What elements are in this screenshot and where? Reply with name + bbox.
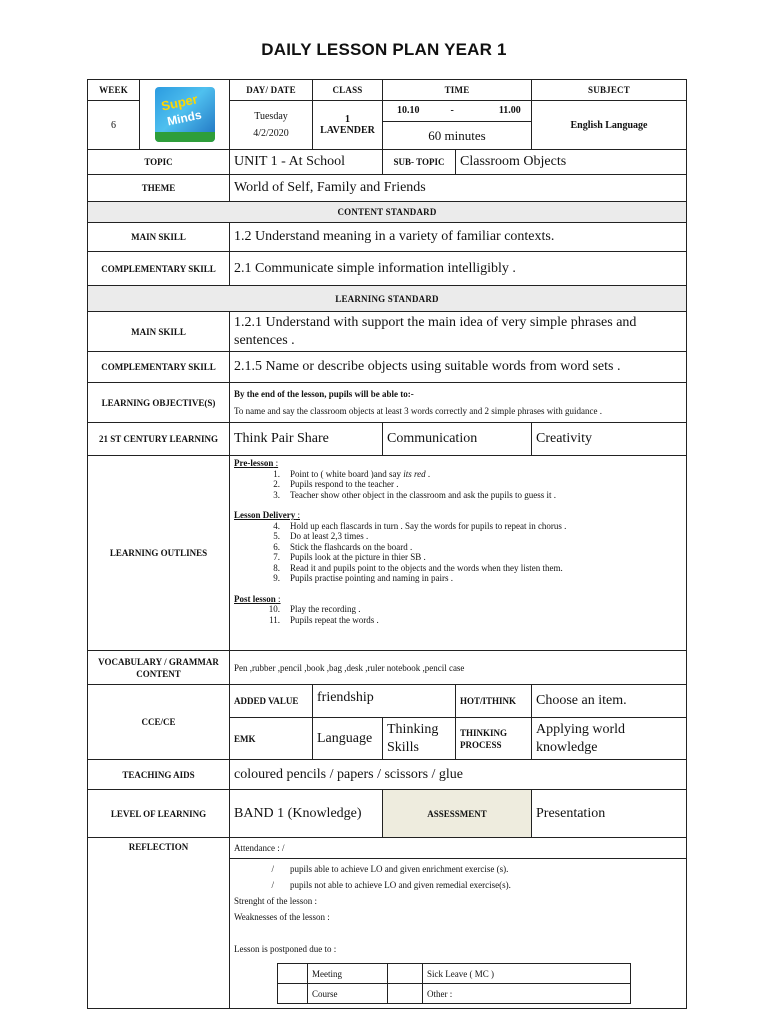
level-label: LEVEL OF LEARNING bbox=[88, 790, 230, 838]
cce-label: CCE/CE bbox=[88, 685, 230, 760]
outlines-label: LEARNING OUTLINES bbox=[88, 456, 230, 651]
meeting-checkbox[interactable] bbox=[278, 964, 308, 984]
reflection-line-enrichment: / pupils able to achieve LO and given enrichment exercise (s). bbox=[271, 864, 509, 874]
thinking-process-value: Applying world knowledge bbox=[532, 718, 687, 760]
added-value: friendship bbox=[313, 685, 456, 718]
assessment-label: ASSESSMENT bbox=[383, 790, 532, 838]
subject-label: SUBJECT bbox=[532, 80, 687, 101]
subject-value: English Language bbox=[532, 101, 687, 150]
ls-complementary-skill: 2.1.5 Name or describe objects using suitable words from word sets . bbox=[230, 352, 687, 383]
content-main-skill: 1.2 Understand meaning in a variety of familiar contexts. bbox=[230, 223, 687, 252]
sub-topic-label: SUB- TOPIC bbox=[383, 150, 456, 175]
outline-step: 3. Teacher show other object in the classroom and ask the pupils to guess it . bbox=[273, 489, 557, 500]
post-lesson-heading: Post lesson : bbox=[234, 593, 281, 604]
teaching-aids-value: coloured pencils / papers / scissors / glue bbox=[230, 760, 687, 790]
lesson-plan-table bbox=[87, 79, 687, 1009]
outline-step: 10. Play the recording . bbox=[268, 604, 361, 614]
vocab-value: Pen ,rubber ,pencil ,book ,bag ,desk ,ruler notebook ,pencil case bbox=[230, 651, 687, 685]
time-separator: - bbox=[450, 105, 454, 116]
hot-ithink-label: HOT/ITHINK bbox=[456, 685, 532, 718]
lesson-delivery-heading: Lesson Delivery : bbox=[234, 510, 301, 520]
reflection-content bbox=[230, 859, 687, 1009]
theme-label: THEME bbox=[88, 175, 230, 202]
meeting-label: Meeting bbox=[308, 964, 388, 984]
emk-label: EMK bbox=[230, 718, 313, 760]
reflection-strength: Strenght of the lesson : bbox=[234, 896, 317, 906]
teaching-aids-label: TEACHING AIDS bbox=[88, 760, 230, 790]
century-item-creativity: Creativity bbox=[532, 423, 687, 456]
page-title: DAILY LESSON PLAN YEAR 1 bbox=[261, 40, 507, 59]
assessment-value: Presentation bbox=[532, 790, 687, 838]
textbook-logo bbox=[140, 80, 230, 150]
objectives-value bbox=[230, 383, 687, 423]
hot-ithink-value: Choose an item. bbox=[532, 685, 687, 718]
time-value bbox=[383, 101, 532, 150]
date-value: 4/2/2020 bbox=[253, 128, 289, 139]
added-value-label: ADDED VALUE bbox=[230, 685, 313, 718]
theme-value: World of Self, Family and Friends bbox=[230, 175, 687, 202]
century-label: 21 ST CENTURY LEARNING bbox=[88, 423, 230, 456]
day-date-value bbox=[230, 101, 313, 150]
learning-standard-heading: LEARNING STANDARD bbox=[88, 286, 687, 312]
content-complementary-skill: 2.1 Communicate simple information intelligibly . bbox=[230, 252, 687, 286]
outline-step: 1. Point to ( white board )and say its red . bbox=[273, 468, 431, 479]
century-item-think-pair-share: Think Pair Share bbox=[230, 423, 383, 456]
other-checkbox[interactable] bbox=[388, 984, 423, 1004]
pre-lesson-heading: Pre-lesson : bbox=[234, 458, 279, 468]
class-label: CLASS bbox=[313, 80, 383, 101]
outline-step: 2. Pupils respond to the teacher . bbox=[273, 479, 399, 489]
outline-step: 9. Pupils practise pointing and naming in pairs . bbox=[273, 573, 453, 583]
outline-step: 11. Pupils repeat the words . bbox=[269, 614, 379, 625]
topic-label: TOPIC bbox=[88, 150, 230, 175]
outline-step: 8. Read it and pupils point to the objects and the words when they listen them. bbox=[273, 562, 563, 573]
class-value: 1 LAVENDER bbox=[313, 101, 383, 150]
attendance: Attendance : / bbox=[230, 838, 687, 859]
level-value: BAND 1 (Knowledge) bbox=[230, 790, 383, 838]
week-value: 6 bbox=[88, 101, 140, 150]
sub-topic-value: Classroom Objects bbox=[456, 150, 687, 175]
century-item-communication: Communication bbox=[383, 423, 532, 456]
ls-main-skill: 1.2.1 Understand with support the main idea of very simple phrases and sentences . bbox=[230, 312, 687, 352]
outlines-content bbox=[230, 456, 687, 651]
time-end: 11.00 bbox=[498, 105, 521, 116]
reflection-postponed: Lesson is postponed due to : bbox=[234, 944, 337, 954]
outline-step: 7. Pupils look at the picture in thier SB . bbox=[273, 552, 426, 562]
thinking-process-label: THINKING PROCESS bbox=[456, 718, 532, 760]
week-label: WEEK bbox=[88, 80, 140, 101]
day-value: Tuesday bbox=[254, 111, 288, 122]
topic-value: UNIT 1 - At School bbox=[230, 150, 383, 175]
objectives-intro: By the end of the lesson, pupils will be able to:- bbox=[234, 389, 414, 399]
emk-value: Language bbox=[313, 718, 383, 760]
reflection-weakness: Weaknesses of the lesson : bbox=[234, 912, 330, 922]
outline-step: 6. Stick the flashcards on the board . bbox=[273, 541, 413, 552]
reflection-label: REFLECTION bbox=[88, 838, 230, 1009]
main-skill-label: MAIN SKILL bbox=[88, 223, 230, 252]
course-checkbox[interactable] bbox=[278, 984, 308, 1004]
time-start: 10.10 bbox=[397, 105, 420, 116]
reflection-line-remedial: / pupils not able to achieve LO and given remedial exercise(s). bbox=[271, 880, 511, 890]
sick-leave-checkbox[interactable] bbox=[388, 964, 423, 984]
complementary-skill-label: COMPLEMENTARY SKILL bbox=[88, 252, 230, 286]
day-date-label: DAY/ DATE bbox=[230, 80, 313, 101]
postpone-reasons-table bbox=[277, 963, 631, 1004]
sick-leave-label: Sick Leave ( MC ) bbox=[423, 964, 631, 984]
content-standard-heading: CONTENT STANDARD bbox=[88, 202, 687, 223]
duration: 60 minutes bbox=[428, 128, 486, 143]
ls-complementary-skill-label: COMPLEMENTARY SKILL bbox=[88, 352, 230, 383]
objectives-text: To name and say the classroom objects at least 3 words correctly and 2 simple phrases with guidance . bbox=[234, 406, 603, 416]
ls-main-skill-label: MAIN SKILL bbox=[88, 312, 230, 352]
objectives-label: LEARNING OBJECTIVE(S) bbox=[88, 383, 230, 423]
super-minds-logo-image: Super Minds bbox=[155, 87, 215, 142]
course-label: Course bbox=[308, 984, 388, 1004]
vocab-label: VOCABULARY / GRAMMAR CONTENT bbox=[88, 651, 230, 685]
other-label: Other : bbox=[423, 984, 631, 1004]
outline-step: 5. Do at least 2,3 times . bbox=[273, 531, 369, 541]
outline-step: 4. Hold up each flascards in turn . Say the words for pupils to repeat in chorus . bbox=[273, 520, 567, 531]
emk-extra-value: Thinking Skills bbox=[383, 718, 456, 760]
time-label: TIME bbox=[383, 80, 532, 101]
